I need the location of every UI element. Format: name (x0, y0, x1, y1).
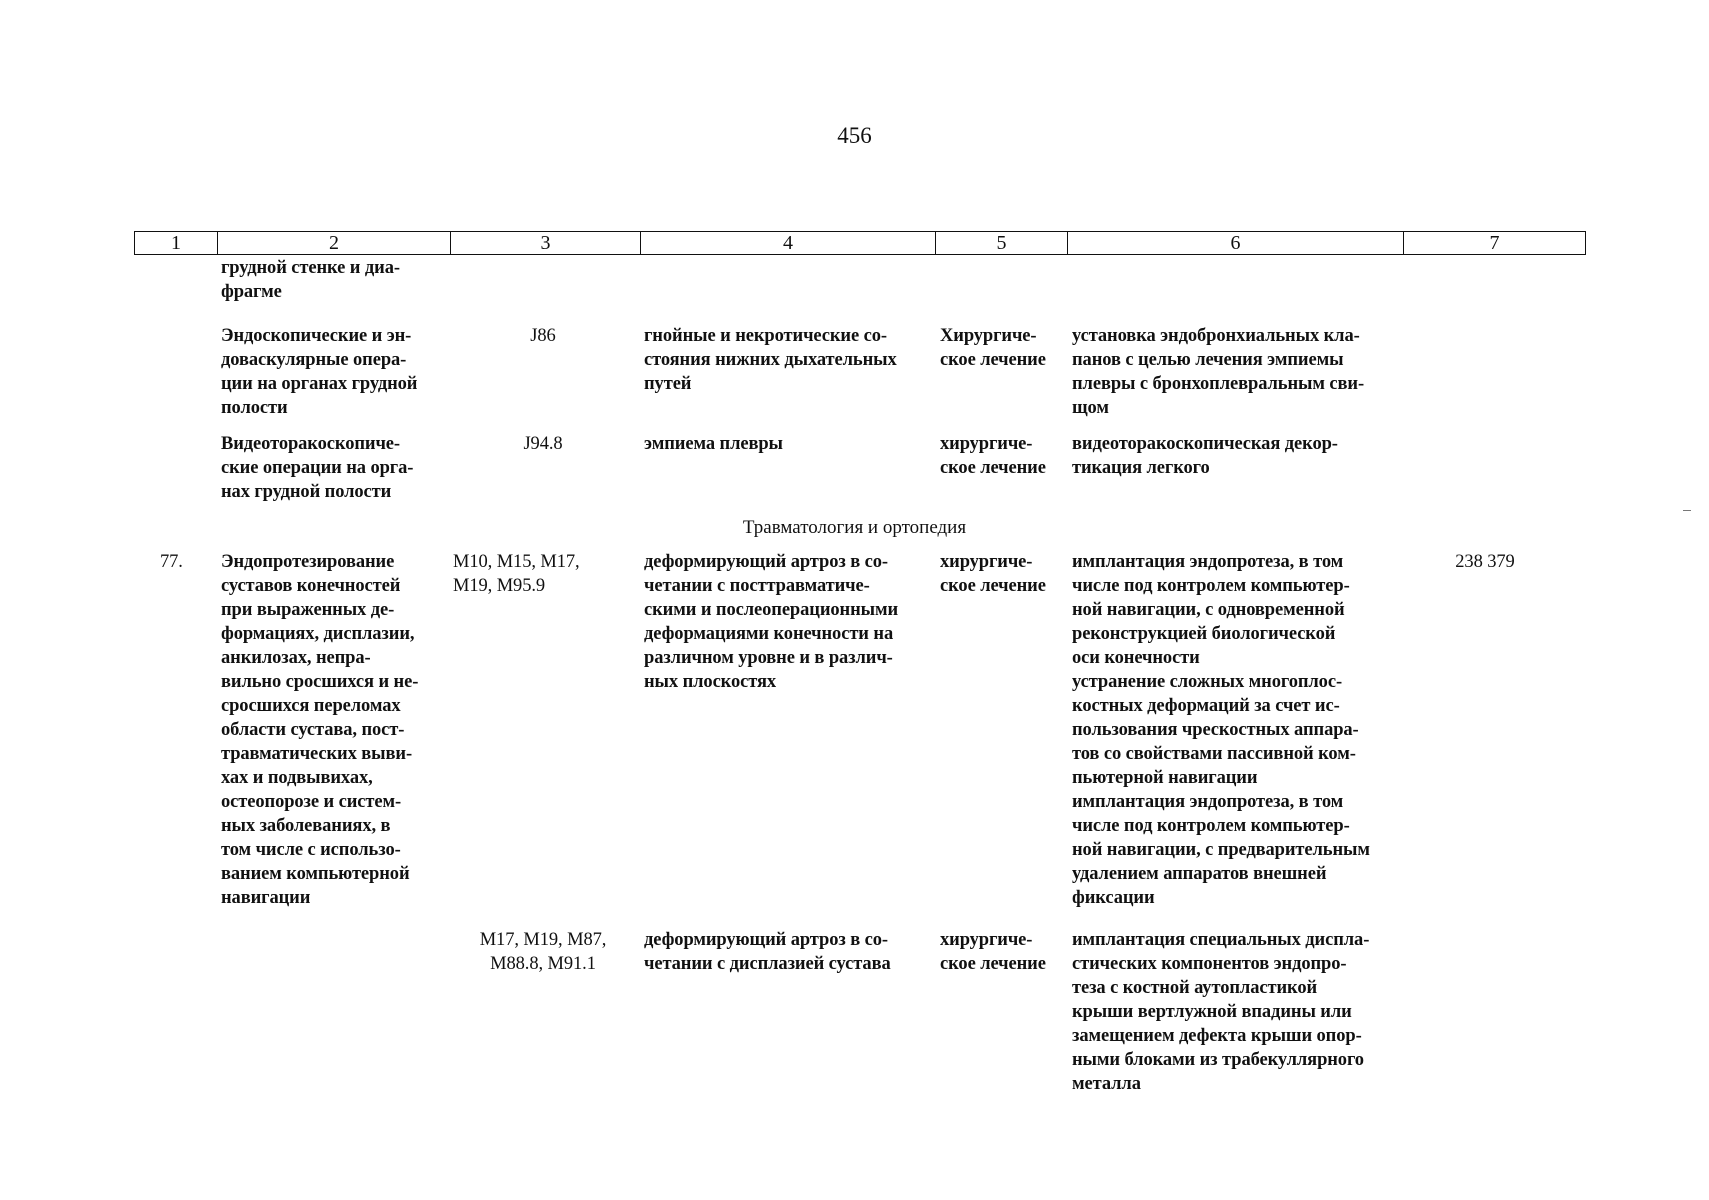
row-4-icd-codes: M17, M19, M87, M88.8, M91.1 (479, 930, 607, 974)
row-1-treatment-type: Хирургиче- ское лечение (940, 326, 1046, 370)
header-col-5: 5 (935, 232, 1067, 254)
row-3-diagnosis: деформирующий артроз в со- четании с посттравматиче- скими и послеоперационными деформациями конечности на различном уровне и в различ- ных плоскостях (644, 552, 899, 692)
header-col-7: 7 (1403, 232, 1585, 254)
scan-mark (1683, 510, 1691, 511)
row-1-diagnosis: гнойные и некротические со- стояния нижних дыхательных путей (644, 326, 897, 394)
row-1-procedure: Эндоскопические и эн- доваскулярные опера- ции на органах грудной полости (221, 326, 418, 418)
row-2-diagnosis: эмпиема плевры (644, 434, 783, 454)
row-3-procedure: Эндопротезирование суставов конечностей при выраженных де- формациях, дисплазии, анкилозах, непра- вильно сросшихся и не- сросшихся переломах области сустава, пост- травматических выви- хах и подвывихах, остеопорозе и систем- ных заболеваниях, в том числе с использо- ванием компьютерной навигации (221, 552, 419, 908)
row-2-method: видеоторакоскопическая декор- тикация легкого (1072, 434, 1338, 478)
row-2-treatment-type: хирургиче- ское лечение (940, 434, 1046, 478)
row-1-icd-codes: J86 (530, 326, 556, 346)
header-col-4: 4 (640, 232, 935, 254)
row-4-method: имплантация специальных диспла- стических компонентов эндопро- теза с костной аутопластикой крыши вертлужной впадины или замещением дефекта крыши опор- ными блоками из трабекуллярного металла (1072, 930, 1370, 1094)
row-3-number: 77. (160, 552, 183, 572)
row-2-procedure: Видеоторакоскопиче- ские операции на орга- нах грудной полости (221, 434, 414, 502)
row-4-treatment-type: хирургиче- ское лечение (940, 930, 1046, 974)
row-1-method: установка эндобронхиальных кла- панов с целью лечения эмпиемы плевры с бронхоплевральным сви- щом (1072, 326, 1365, 418)
row-3-cost: 238 379 (1455, 552, 1515, 572)
table-header-row (134, 231, 1586, 255)
header-col-3: 3 (450, 232, 640, 254)
section-title: Травматология и ортопедия (742, 517, 967, 538)
row-3-icd-codes: M10, M15, M17, M19, M95.9 (453, 552, 580, 596)
row-4-diagnosis: деформирующий артроз в со- четании с дисплазией сустава (644, 930, 891, 974)
row-0-procedure: грудной стенке и диа- фрагме (221, 258, 400, 302)
header-col-1: 1 (171, 232, 181, 254)
row-3-treatment-type: хирургиче- ское лечение (940, 552, 1046, 596)
row-3-method: имплантация эндопротеза, в том числе под контролем компьютер- ной навигации, с одновременной реконструкцией биологической оси конечности устранение сложных многоплос- костных деформаций за счет ис- пользования чрескостных аппара- тов со свойствами пассивной ком- пьютерной навигации имплантация эндопротеза, в том числе под контролем компьютер- ной навигации, с предварительным удалением аппаратов внешней фиксации (1072, 552, 1370, 908)
row-2-icd-codes: J94.8 (523, 434, 563, 454)
header-col-2: 2 (217, 232, 450, 254)
page-number: 456 (837, 123, 872, 148)
header-col-6: 6 (1067, 232, 1403, 254)
